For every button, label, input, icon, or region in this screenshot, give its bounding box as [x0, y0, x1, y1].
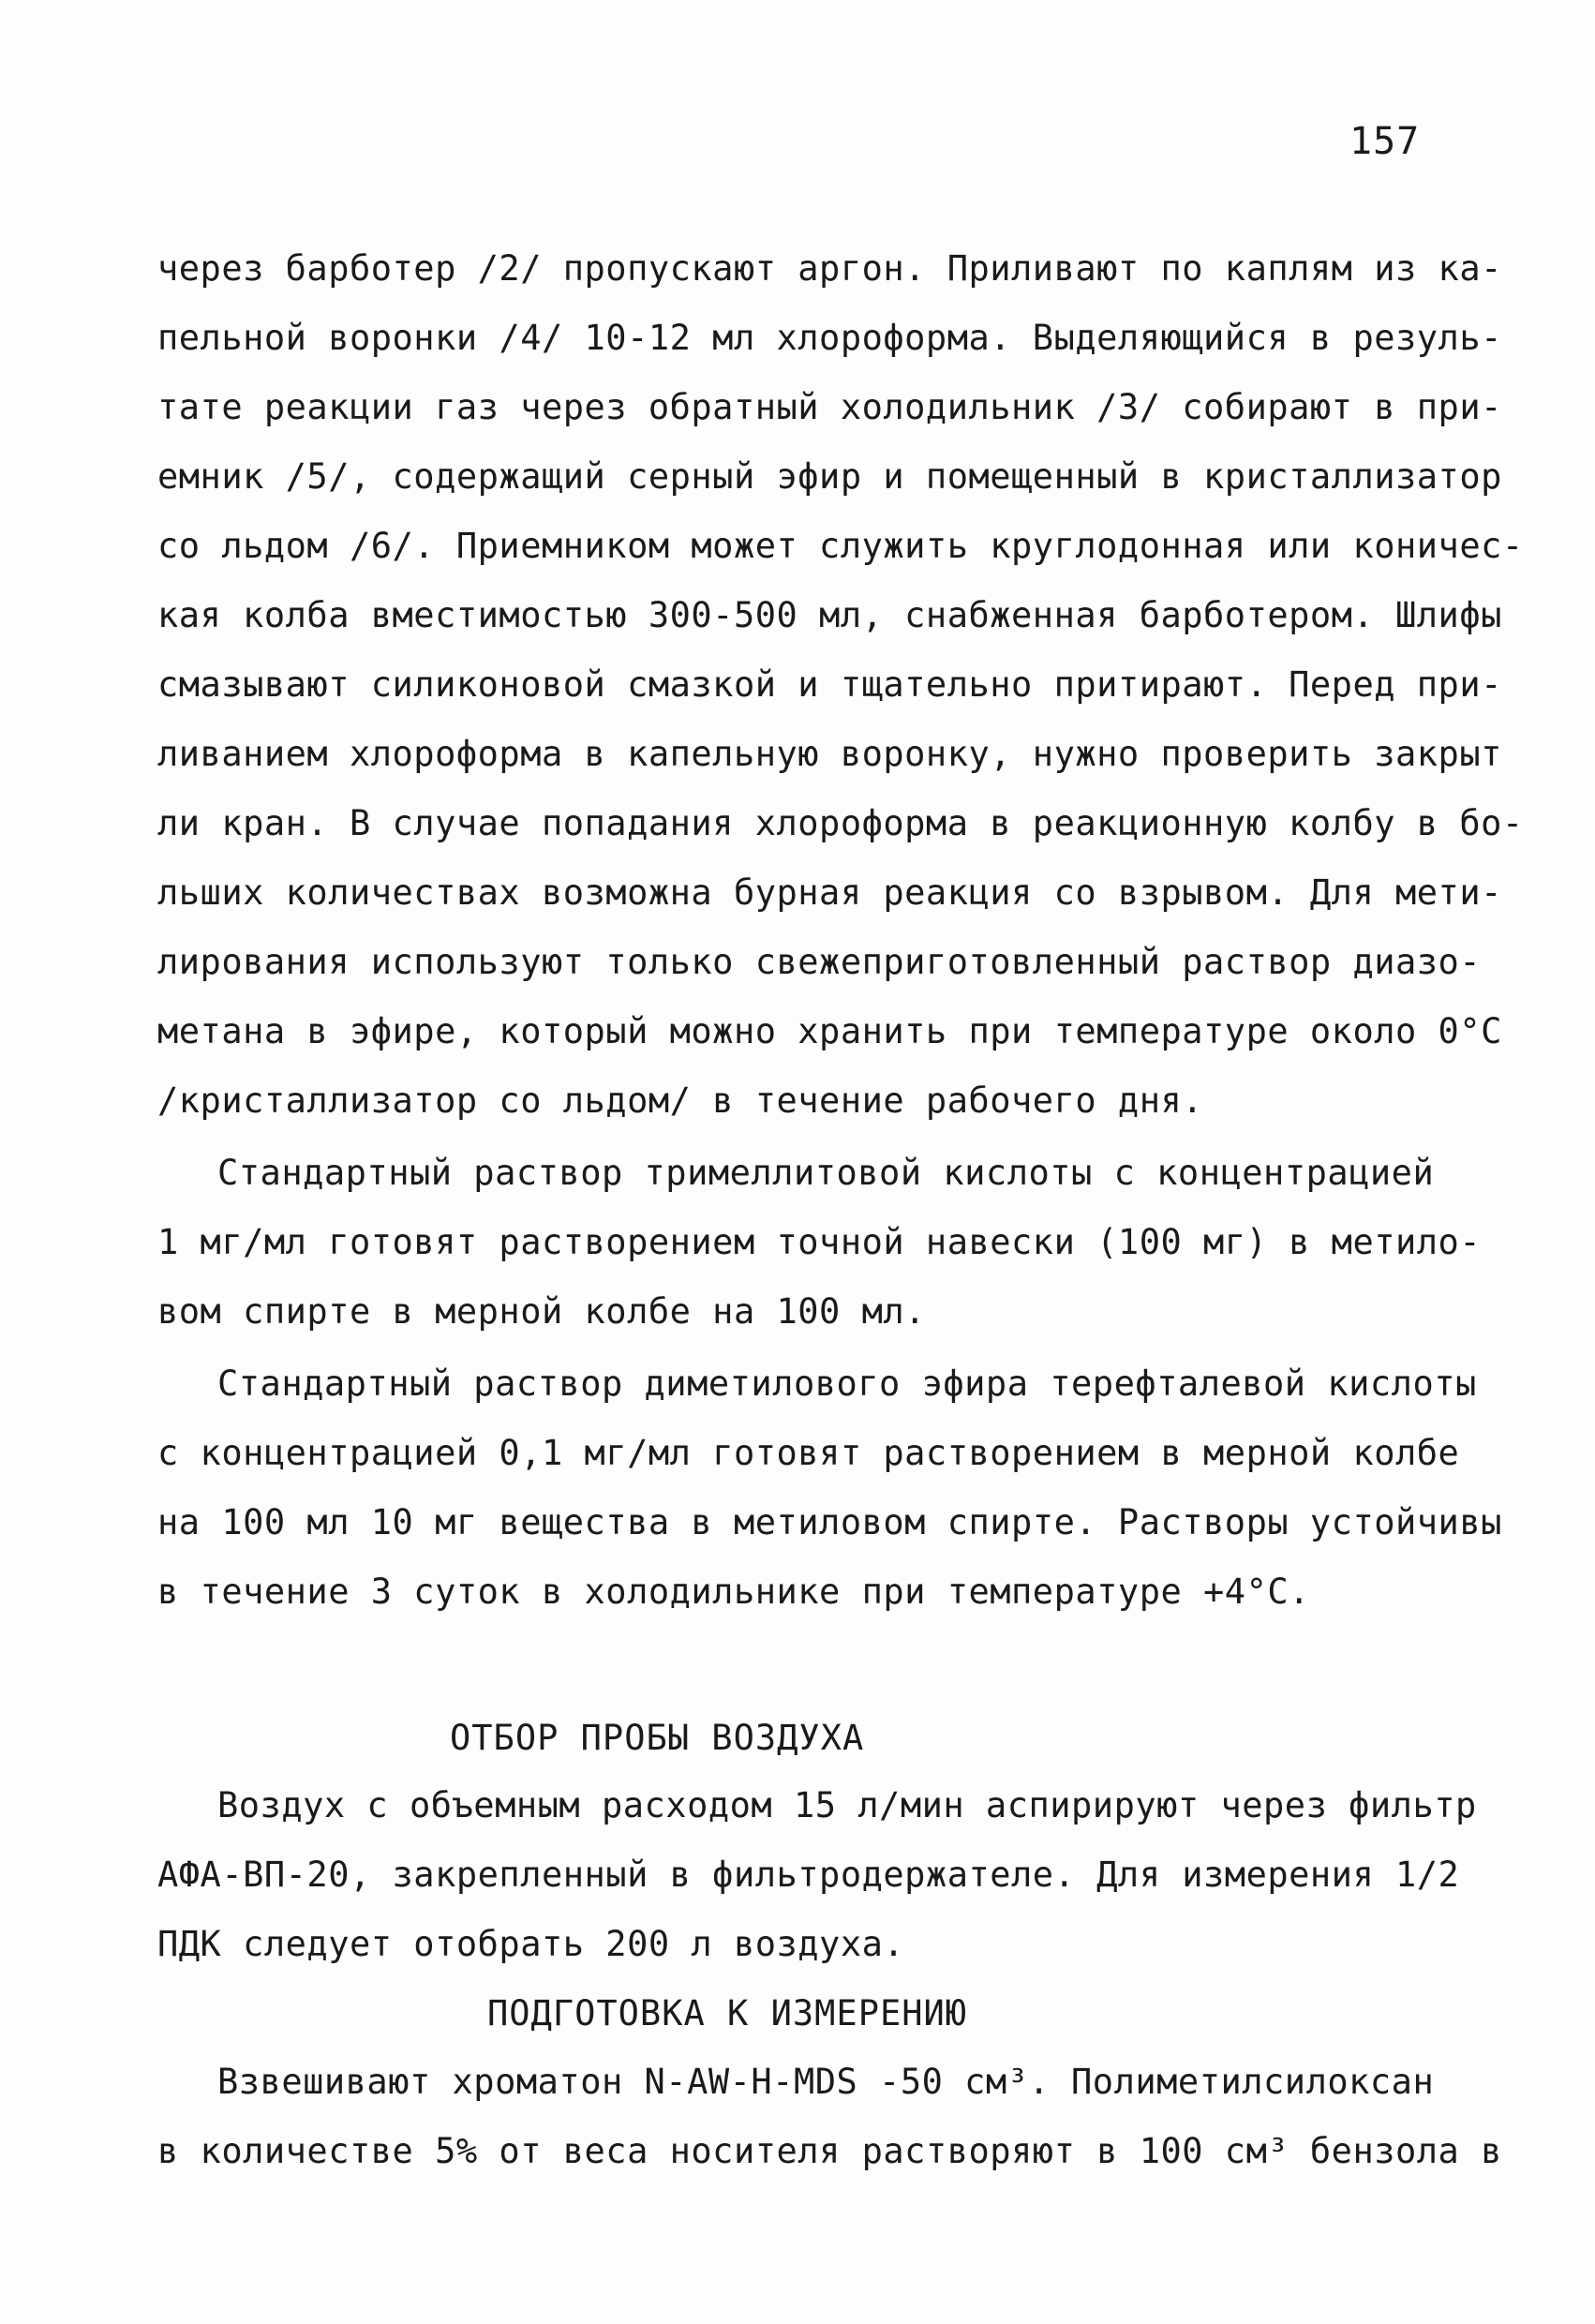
- text-line: ли кран. В случае попадания хлороформа в реакционную колбу в бо-: [157, 803, 1524, 843]
- text-line: льших количествах возможна бурная реакция со взрывом. Для мети-: [157, 872, 1502, 913]
- page-number: 157: [1349, 120, 1421, 163]
- text-line: Стандартный раствор диметилового эфира терефталевой кислоты: [217, 1363, 1477, 1404]
- text-line: смазывают силиконовой смазкой и тщательно притирают. Перед при-: [157, 664, 1502, 705]
- text-line: со льдом /6/. Приемником может служить круглодонная или коничес-: [157, 526, 1524, 566]
- section-heading-air-sampling: ОТБОР ПРОБЫ ВОЗДУХА: [450, 1718, 865, 1758]
- text-line: лирования используют только свежеприготовленный раствор диазо-: [157, 942, 1482, 982]
- text-line: емник /5/, содержащий серный эфир и помещенный в кристаллизатор: [157, 456, 1502, 497]
- text-line: тате реакции газ через обратный холодильник /3/ собирают в при-: [157, 387, 1502, 427]
- text-line: /кристаллизатор со льдом/ в течение рабочего дня.: [157, 1080, 1204, 1121]
- text-line: через барботер /2/ пропускают аргон. Приливают по каплям из ка-: [157, 248, 1502, 289]
- text-line: АФА-ВП-20, закрепленный в фильтродержателе. Для измерения 1/2: [157, 1855, 1460, 1895]
- text-line: на 100 мл 10 мг вещества в метиловом спирте. Растворы устойчивы: [157, 1502, 1502, 1542]
- text-line: с концентрацией 0,1 мг/мл готовят растворением в мерной колбе: [157, 1433, 1460, 1473]
- text-line: 1 мг/мл готовят растворением точной навески (100 мг) в метило-: [157, 1222, 1482, 1262]
- paragraph-trimellitic-standard: [157, 1139, 1482, 1347]
- paragraph-terephthalate-standard: [157, 1349, 1502, 1627]
- text-line: вом спирте в мерной колбе на 100 мл.: [157, 1291, 926, 1332]
- text-line: кая колба вместимостью 300-500 мл, снабженная барботером. Шлифы: [157, 595, 1502, 635]
- text-line: пельной воронки /4/ 10-12 мл хлороформа. Выделяющийся в резуль-: [157, 318, 1502, 358]
- paragraph-diazomethane: [157, 234, 1524, 1136]
- text-line: метана в эфире, который можно хранить при температуре около 0°С: [157, 1011, 1502, 1051]
- text-line: в количестве 5% от веса носителя растворяют в 100 см³ бензола в: [157, 2131, 1502, 2171]
- paragraph-measurement-prep: [157, 2048, 1502, 2186]
- text-line: Стандартный раствор тримеллитовой кислоты с концентрацией: [217, 1153, 1435, 1193]
- text-line: Взвешивают хроматон N-AW-H-MDS -50 см³. Полиметилсилоксан: [217, 2062, 1435, 2102]
- text-line: Воздух с объемным расходом 15 л/мин аспирируют через фильтр: [217, 1785, 1477, 1825]
- text-line: в течение 3 суток в холодильнике при температуре +4°С.: [157, 1572, 1310, 1612]
- text-line: ПДК следует отобрать 200 л воздуха.: [157, 1924, 905, 1964]
- section-heading-measurement-prep: ПОДГОТОВКА К ИЗМЕРЕНИЮ: [487, 1993, 968, 2034]
- text-line: ливанием хлороформа в капельную воронку, нужно проверить закрыт: [157, 734, 1502, 774]
- paragraph-air-sampling: [157, 1771, 1477, 1979]
